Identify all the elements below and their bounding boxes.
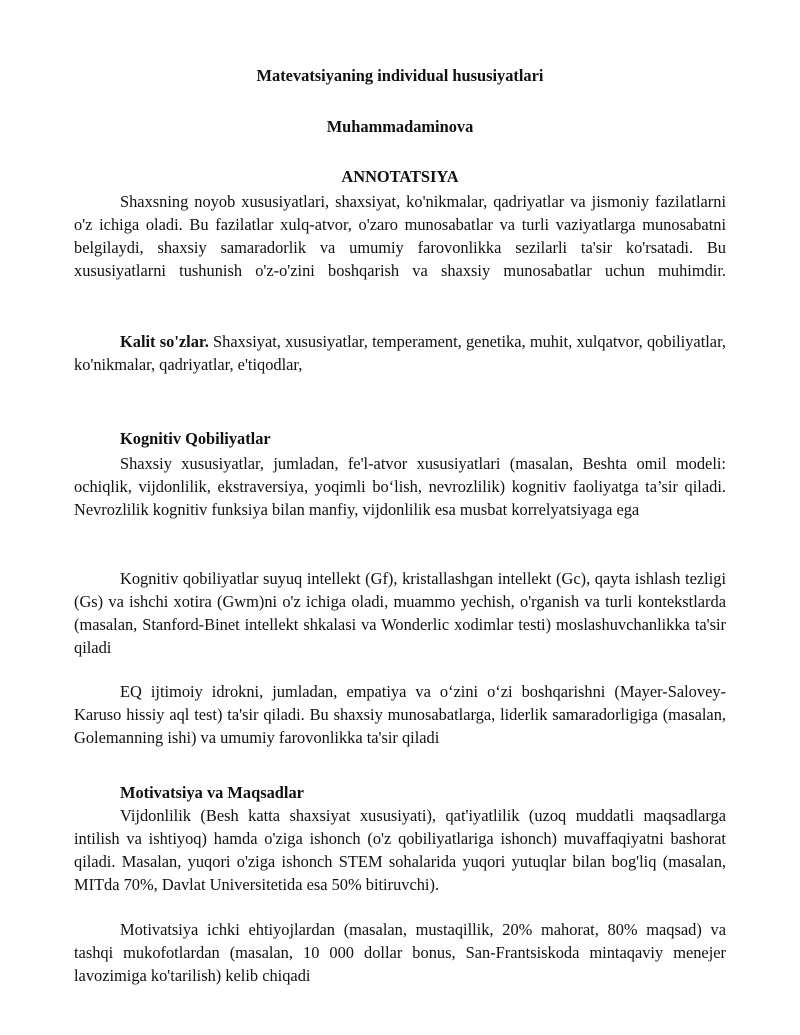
keywords-text: Shaxsiyat, xususiyatlar, temperament, genetika, muhit, xulqatvor, qobiliyatlar, ko'nikmalar, qadriyatlar, e'tiqodlar,	[74, 332, 726, 374]
paragraph: EQ ijtimoiy idrokni, jumladan, empatiya va o‘zini o‘zi boshqarishni (Mayer-Salovey-Karuso hissiy aql test) ta'sir qiladi. Bu shaxsiy munosabatlarga, liderlik samaradorligiga (masalan, Golemanning ishi) va umumiy farovonlikka ta'sir qiladi	[74, 682, 726, 747]
paragraph: Shaxsiy xususiyatlar, jumladan, fe'l-atvor xususiyatlari (masalan, Beshta omil modeli: ochiqlik, vijdonlilik, ekstraversiya, yoqimli bo‘lish, nevrozlilik) kognitiv faoliyatga ta’sir qiladi. Nevrozlilik kognitiv funksiya bilan manfiy, vijdonlilik esa musbat korrelyatsiyaga ega	[74, 454, 726, 519]
keywords-label: Kalit so'zlar.	[120, 332, 209, 351]
keywords-paragraph	[74, 330, 726, 376]
paragraph: Vijdonlilik (Besh katta shaxsiyat xususiyati), qat'iyatlilik (uzoq muddatli maqsadlarga intilish va ishtiyoq) hamda o'ziga ishonch (o'z qobiliyatlariga ishonch) muvaffaqiyatni bashorat qiladi. Masalan, yuqori o'ziga ishonch STEM sohalarida yuqori yutuqlar bilan bog'liq (masalan, MITda 70%, Davlat Universitetida esa 50% bitiruvchi).	[74, 806, 726, 894]
paragraph: Kognitiv qobiliyatlar suyuq intellekt (Gf), kristallashgan intellekt (Gc), qayta ishlash tezligi (Gs) va ishchi xotira (Gwm)ni o'z ichiga oladi, muammo yechish, o'rganish va turli kontekstlarda (masalan, Stanford-Binet intellekt shkalasi va Wonderlic xodimlar testi) moslashuvchanlikka ta'sir qiladi	[74, 569, 726, 657]
annotation-heading: ANNOTATSIYA	[341, 167, 459, 186]
document-title: Matevatsiyaning individual hususiyatlari	[256, 66, 544, 85]
author-name: Muhammadaminova	[326, 117, 474, 136]
section-heading-cognitive: Kognitiv Qobiliyatlar	[120, 429, 271, 448]
paragraph: Motivatsiya ichki ehtiyojlardan (masalan, mustaqillik, 20% mahorat, 80% maqsad) va tashqi mukofotlardan (masalan, 10 000 dollar bonus, San-Frantsiskoda mintaqaviy menejer lavozimiga ko'tarilish) kelib chiqadi	[74, 920, 726, 985]
section-heading-motivation: Motivatsiya va Maqsadlar	[120, 783, 304, 802]
annotation-paragraph: Shaxsning noyob xususiyatlari, shaxsiyat, ko'nikmalar, qadriyatlar va jismoniy fazilatlarni o'z ichiga oladi. Bu fazilatlar xulq-atvor, o'zaro munosabatlar va turli vaziyatlarga munosabatni belgilaydi, shaxsiy samaradorlik va umumiy farovonlikka sezilarli ta'sir ko'rsatadi. Bu xususiyatlarni tushunish o'z-o'zini boshqarish va shaxsiy munosabatlar uchun muhimdir.	[74, 192, 726, 280]
